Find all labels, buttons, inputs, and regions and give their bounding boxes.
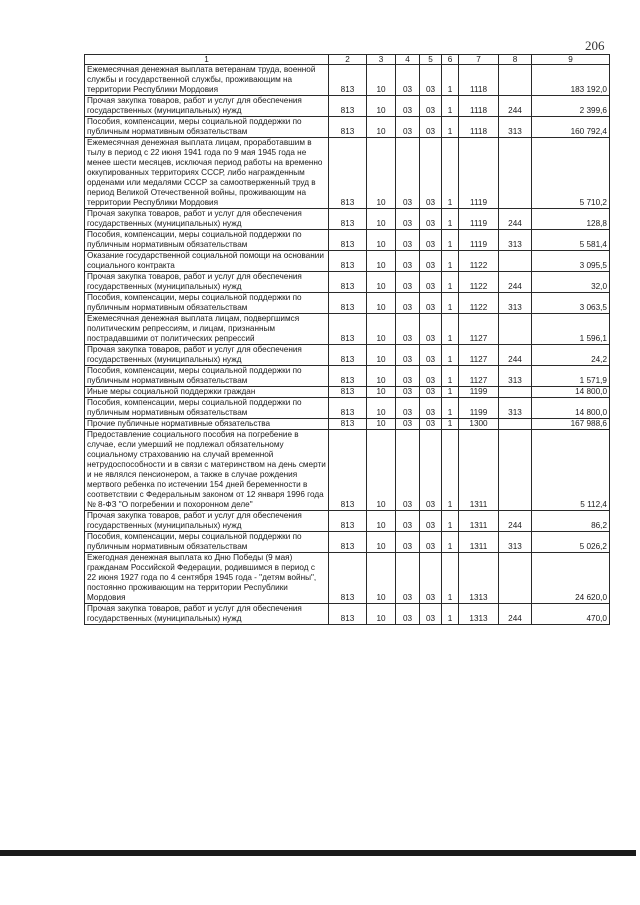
table-row [85, 138, 610, 209]
expense-type-cell [499, 138, 532, 209]
expense-type-cell [499, 387, 532, 398]
amount-cell: 3 095,5 [532, 251, 610, 272]
column-header: 1 [85, 55, 329, 65]
column-header: 2 [329, 55, 367, 65]
row-name-cell: Пособия, компенсации, меры социальной поддержки по публичным нормативным обязательствам [85, 117, 329, 138]
table-body [85, 65, 610, 625]
grbs-code-cell: 813 [329, 366, 367, 387]
subprogram-code-cell: 1 [442, 96, 459, 117]
subsection-code-cell: 03 [396, 345, 420, 366]
section-code-cell: 10 [367, 553, 396, 604]
amount-cell: 24,2 [532, 345, 610, 366]
grbs-code-cell: 813 [329, 553, 367, 604]
amount-cell: 1 571,9 [532, 366, 610, 387]
target-article-cell: 1118 [459, 117, 499, 138]
target-article-cell: 1313 [459, 553, 499, 604]
subprogram-code-cell: 1 [442, 230, 459, 251]
page-number: 206 [585, 38, 605, 53]
subsection-code-cell: 03 [396, 96, 420, 117]
budget-table [84, 54, 610, 625]
amount-cell: 32,0 [532, 272, 610, 293]
target-article-cell: 1118 [459, 65, 499, 96]
section-code-cell: 10 [367, 272, 396, 293]
grbs-code-cell: 813 [329, 293, 367, 314]
row-name-cell: Прочая закупка товаров, работ и услуг для обеспечения государственных (муниципальных) нужд [85, 272, 329, 293]
amount-cell: 128,8 [532, 209, 610, 230]
subsection-code-cell: 03 [396, 604, 420, 625]
column-header: 9 [532, 55, 610, 65]
program-code-cell: 03 [420, 532, 442, 553]
table-row [85, 209, 610, 230]
program-code-cell: 03 [420, 65, 442, 96]
grbs-code-cell: 813 [329, 398, 367, 419]
target-article-cell: 1127 [459, 345, 499, 366]
grbs-code-cell: 813 [329, 209, 367, 230]
expense-type-cell [499, 65, 532, 96]
grbs-code-cell: 813 [329, 345, 367, 366]
table-row [85, 604, 610, 625]
column-header: 8 [499, 55, 532, 65]
subprogram-code-cell: 1 [442, 251, 459, 272]
program-code-cell: 03 [420, 511, 442, 532]
section-code-cell: 10 [367, 293, 396, 314]
subprogram-code-cell: 1 [442, 209, 459, 230]
subprogram-code-cell: 1 [442, 138, 459, 209]
table-row [85, 272, 610, 293]
subprogram-code-cell: 1 [442, 345, 459, 366]
subsection-code-cell: 03 [396, 138, 420, 209]
section-code-cell: 10 [367, 209, 396, 230]
row-name-cell: Прочая закупка товаров, работ и услуг для обеспечения государственных (муниципальных) нужд [85, 511, 329, 532]
row-name-cell: Прочая закупка товаров, работ и услуг для обеспечения государственных (муниципальных) нужд [85, 604, 329, 625]
grbs-code-cell: 813 [329, 419, 367, 430]
target-article-cell: 1311 [459, 430, 499, 511]
subsection-code-cell: 03 [396, 430, 420, 511]
row-name-cell: Иные меры социальной поддержки граждан [85, 387, 329, 398]
expense-type-cell [499, 419, 532, 430]
expense-type-cell: 313 [499, 398, 532, 419]
program-code-cell: 03 [420, 314, 442, 345]
table-row [85, 293, 610, 314]
amount-cell: 470,0 [532, 604, 610, 625]
grbs-code-cell: 813 [329, 604, 367, 625]
subsection-code-cell: 03 [396, 293, 420, 314]
section-code-cell: 10 [367, 532, 396, 553]
expense-type-cell: 244 [499, 345, 532, 366]
table-header-row [85, 55, 610, 65]
amount-cell: 5 026,2 [532, 532, 610, 553]
section-code-cell: 10 [367, 345, 396, 366]
expense-type-cell: 313 [499, 117, 532, 138]
target-article-cell: 1119 [459, 138, 499, 209]
subprogram-code-cell: 1 [442, 272, 459, 293]
table-row [85, 251, 610, 272]
program-code-cell: 03 [420, 293, 442, 314]
subprogram-code-cell: 1 [442, 553, 459, 604]
subprogram-code-cell: 1 [442, 532, 459, 553]
subprogram-code-cell: 1 [442, 511, 459, 532]
subprogram-code-cell: 1 [442, 604, 459, 625]
grbs-code-cell: 813 [329, 532, 367, 553]
table-row [85, 314, 610, 345]
grbs-code-cell: 813 [329, 430, 367, 511]
target-article-cell: 1313 [459, 604, 499, 625]
row-name-cell: Предоставление социального пособия на погребение в случае, если умерший не подлежал обязательному социальному страхованию на случай временной нетрудоспособности и в связи с материнством на день смерти и не являлся пенсионером, а также в случае рождения мертвого ребенка по истечении 154 дней беременности в соответствии с Федеральным законом от 12 января 1996 года № 8-ФЗ "О погребении и похоронном деле" [85, 430, 329, 511]
section-code-cell: 10 [367, 366, 396, 387]
section-code-cell: 10 [367, 251, 396, 272]
section-code-cell: 10 [367, 96, 396, 117]
subprogram-code-cell: 1 [442, 366, 459, 387]
expense-type-cell: 313 [499, 366, 532, 387]
expense-type-cell [499, 553, 532, 604]
amount-cell: 86,2 [532, 511, 610, 532]
subprogram-code-cell: 1 [442, 293, 459, 314]
program-code-cell: 03 [420, 553, 442, 604]
target-article-cell: 1119 [459, 230, 499, 251]
expense-type-cell: 313 [499, 230, 532, 251]
section-code-cell: 10 [367, 604, 396, 625]
table-row [85, 387, 610, 398]
row-name-cell: Пособия, компенсации, меры социальной поддержки по публичным нормативным обязательствам [85, 230, 329, 251]
subsection-code-cell: 03 [396, 511, 420, 532]
grbs-code-cell: 813 [329, 314, 367, 345]
table-row [85, 366, 610, 387]
expense-type-cell: 313 [499, 532, 532, 553]
program-code-cell: 03 [420, 117, 442, 138]
amount-cell: 167 988,6 [532, 419, 610, 430]
expense-type-cell: 244 [499, 604, 532, 625]
expense-type-cell: 244 [499, 209, 532, 230]
subsection-code-cell: 03 [396, 314, 420, 345]
column-header: 3 [367, 55, 396, 65]
subprogram-code-cell: 1 [442, 419, 459, 430]
subsection-code-cell: 03 [396, 65, 420, 96]
amount-cell: 3 063,5 [532, 293, 610, 314]
target-article-cell: 1119 [459, 209, 499, 230]
target-article-cell: 1122 [459, 251, 499, 272]
row-name-cell: Прочая закупка товаров, работ и услуг для обеспечения государственных (муниципальных) нужд [85, 345, 329, 366]
subprogram-code-cell: 1 [442, 430, 459, 511]
column-header: 6 [442, 55, 459, 65]
amount-cell: 5 112,4 [532, 430, 610, 511]
grbs-code-cell: 813 [329, 511, 367, 532]
row-name-cell: Ежемесячная денежная выплата лицам, проработавшим в тылу в период с 22 июня 1941 года по 9 мая 1945 года не менее шести месяцев, исключая период работы на временно оккупированных территориях СССР, либо награжденным орденами или медалями СССР за самоотверженный труд в период Великой Отечественной войны, проживающим на территории Республики Мордовия [85, 138, 329, 209]
target-article-cell: 1300 [459, 419, 499, 430]
table-row [85, 532, 610, 553]
section-code-cell: 10 [367, 314, 396, 345]
program-code-cell: 03 [420, 604, 442, 625]
row-name-cell: Пособия, компенсации, меры социальной поддержки по публичным нормативным обязательствам [85, 398, 329, 419]
grbs-code-cell: 813 [329, 96, 367, 117]
section-code-cell: 10 [367, 230, 396, 251]
expense-type-cell [499, 251, 532, 272]
program-code-cell: 03 [420, 209, 442, 230]
subprogram-code-cell: 1 [442, 314, 459, 345]
expense-type-cell: 244 [499, 272, 532, 293]
amount-cell: 14 800,0 [532, 387, 610, 398]
subsection-code-cell: 03 [396, 387, 420, 398]
program-code-cell: 03 [420, 419, 442, 430]
program-code-cell: 03 [420, 272, 442, 293]
grbs-code-cell: 813 [329, 387, 367, 398]
subsection-code-cell: 03 [396, 553, 420, 604]
expense-type-cell: 313 [499, 293, 532, 314]
section-code-cell: 10 [367, 398, 396, 419]
row-name-cell: Ежемесячная денежная выплата ветеранам труда, военной службы и государственной службы, проживающим на территории Республики Мордовия [85, 65, 329, 96]
row-name-cell: Пособия, компенсации, меры социальной поддержки по публичным нормативным обязательствам [85, 366, 329, 387]
table-row [85, 65, 610, 96]
table-row [85, 430, 610, 511]
table-row [85, 230, 610, 251]
table-row [85, 553, 610, 604]
table-row [85, 96, 610, 117]
section-code-cell: 10 [367, 387, 396, 398]
grbs-code-cell: 813 [329, 251, 367, 272]
amount-cell: 14 800,0 [532, 398, 610, 419]
expense-type-cell [499, 430, 532, 511]
program-code-cell: 03 [420, 96, 442, 117]
program-code-cell: 03 [420, 251, 442, 272]
subprogram-code-cell: 1 [442, 117, 459, 138]
grbs-code-cell: 813 [329, 230, 367, 251]
scan-edge-bar [0, 850, 636, 856]
table-row [85, 419, 610, 430]
expense-type-cell: 244 [499, 511, 532, 532]
target-article-cell: 1122 [459, 293, 499, 314]
row-name-cell: Пособия, компенсации, меры социальной поддержки по публичным нормативным обязательствам [85, 293, 329, 314]
subsection-code-cell: 03 [396, 230, 420, 251]
subsection-code-cell: 03 [396, 398, 420, 419]
target-article-cell: 1122 [459, 272, 499, 293]
subsection-code-cell: 03 [396, 117, 420, 138]
program-code-cell: 03 [420, 387, 442, 398]
row-name-cell: Прочая закупка товаров, работ и услуг для обеспечения государственных (муниципальных) нужд [85, 96, 329, 117]
section-code-cell: 10 [367, 430, 396, 511]
subprogram-code-cell: 1 [442, 65, 459, 96]
amount-cell: 5 710,2 [532, 138, 610, 209]
subprogram-code-cell: 1 [442, 398, 459, 419]
row-name-cell: Ежемесячная денежная выплата лицам, подвергшимся политическим репрессиям, и лицам, признанным пострадавшими от политических репрессий [85, 314, 329, 345]
target-article-cell: 1311 [459, 511, 499, 532]
target-article-cell: 1311 [459, 532, 499, 553]
program-code-cell: 03 [420, 138, 442, 209]
column-header: 7 [459, 55, 499, 65]
subsection-code-cell: 03 [396, 251, 420, 272]
amount-cell: 2 399,6 [532, 96, 610, 117]
row-name-cell: Ежегодная денежная выплата ко Дню Победы (9 мая) гражданам Российской Федерации, родившимся в период с 22 июня 1927 года по 4 сентября 1945 года - "детям войны", постоянно проживающим на территории Республики Мордовия [85, 553, 329, 604]
section-code-cell: 10 [367, 65, 396, 96]
subsection-code-cell: 03 [396, 419, 420, 430]
program-code-cell: 03 [420, 366, 442, 387]
target-article-cell: 1127 [459, 366, 499, 387]
expense-type-cell: 244 [499, 96, 532, 117]
subprogram-code-cell: 1 [442, 387, 459, 398]
subsection-code-cell: 03 [396, 209, 420, 230]
amount-cell: 24 620,0 [532, 553, 610, 604]
program-code-cell: 03 [420, 345, 442, 366]
row-name-cell: Пособия, компенсации, меры социальной поддержки по публичным нормативным обязательствам [85, 532, 329, 553]
target-article-cell: 1199 [459, 398, 499, 419]
section-code-cell: 10 [367, 419, 396, 430]
table-row [85, 511, 610, 532]
amount-cell: 183 192,0 [532, 65, 610, 96]
amount-cell: 160 792,4 [532, 117, 610, 138]
program-code-cell: 03 [420, 430, 442, 511]
amount-cell: 5 581,4 [532, 230, 610, 251]
target-article-cell: 1199 [459, 387, 499, 398]
table-row [85, 398, 610, 419]
grbs-code-cell: 813 [329, 272, 367, 293]
section-code-cell: 10 [367, 117, 396, 138]
target-article-cell: 1127 [459, 314, 499, 345]
row-name-cell: Прочие публичные нормативные обязательства [85, 419, 329, 430]
row-name-cell: Прочая закупка товаров, работ и услуг для обеспечения государственных (муниципальных) нужд [85, 209, 329, 230]
table-row [85, 117, 610, 138]
subsection-code-cell: 03 [396, 532, 420, 553]
program-code-cell: 03 [420, 230, 442, 251]
column-header: 5 [420, 55, 442, 65]
table-row [85, 345, 610, 366]
grbs-code-cell: 813 [329, 138, 367, 209]
target-article-cell: 1118 [459, 96, 499, 117]
row-name-cell: Оказание государственной социальной помощи на основании социального контракта [85, 251, 329, 272]
column-header: 4 [396, 55, 420, 65]
expense-type-cell [499, 314, 532, 345]
section-code-cell: 10 [367, 138, 396, 209]
section-code-cell: 10 [367, 511, 396, 532]
amount-cell: 1 596,1 [532, 314, 610, 345]
grbs-code-cell: 813 [329, 117, 367, 138]
subsection-code-cell: 03 [396, 272, 420, 293]
program-code-cell: 03 [420, 398, 442, 419]
grbs-code-cell: 813 [329, 65, 367, 96]
subsection-code-cell: 03 [396, 366, 420, 387]
